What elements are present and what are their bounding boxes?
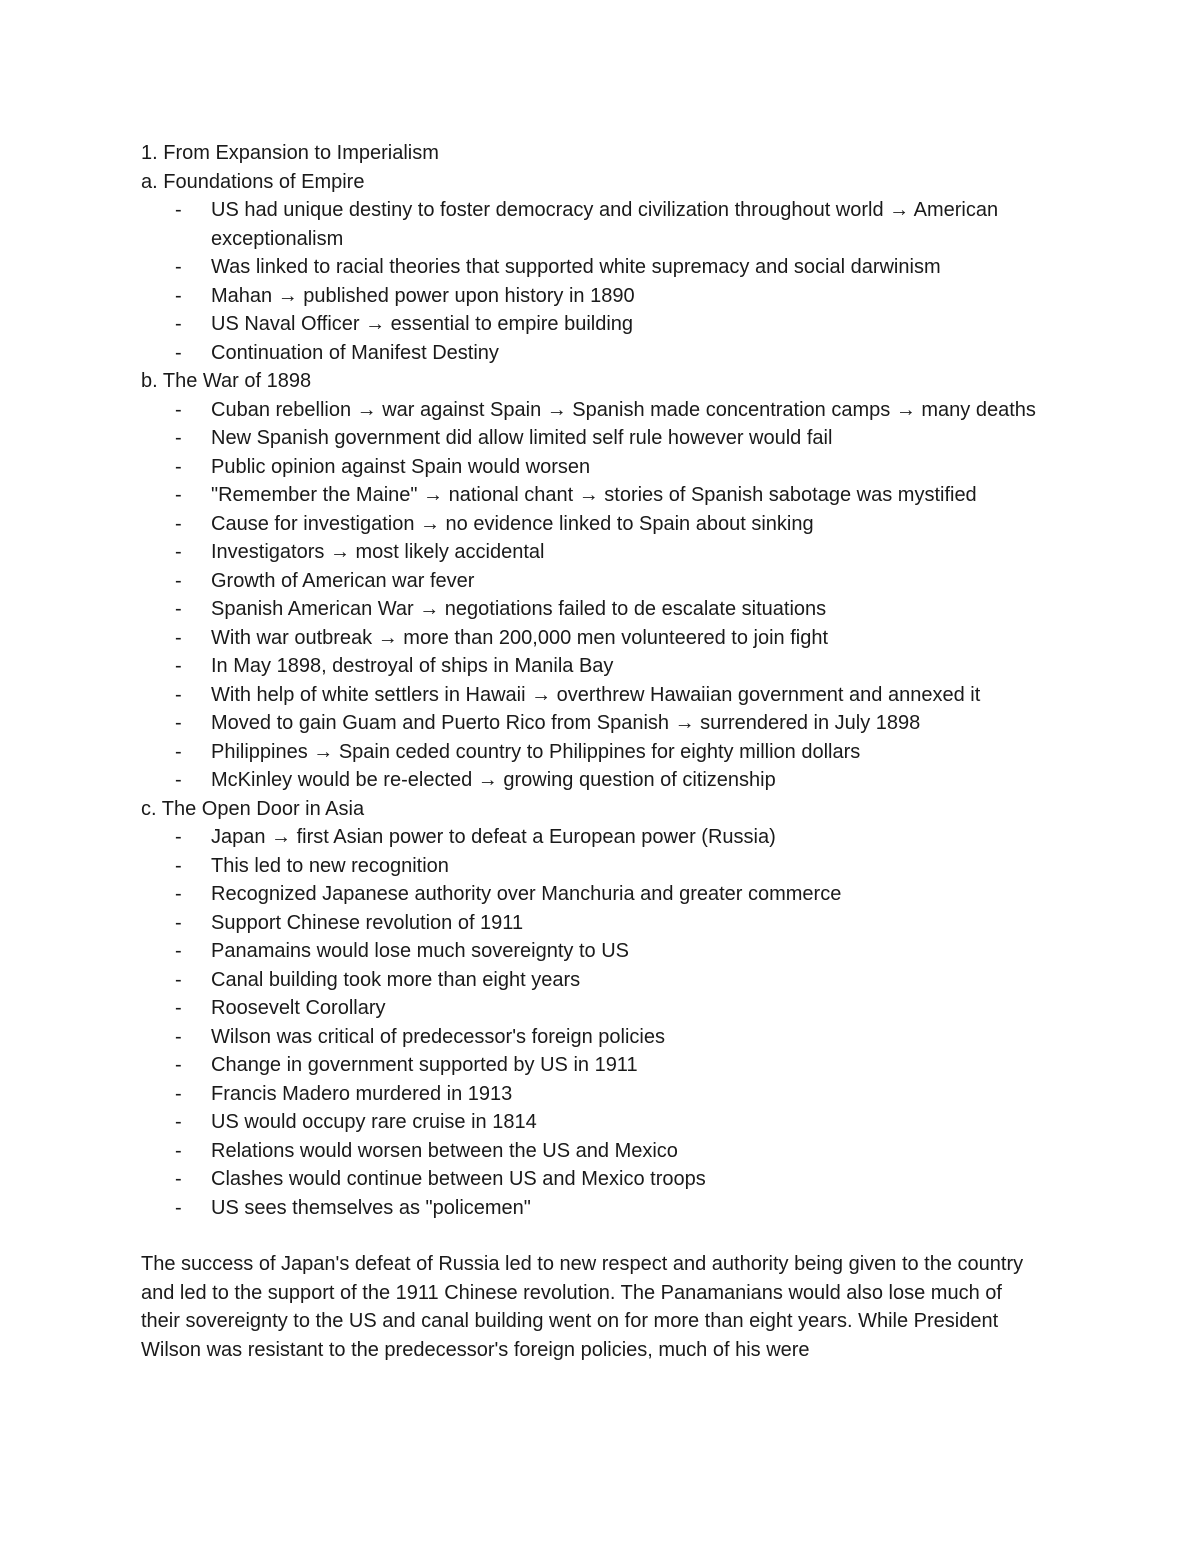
list-item-text: Spanish American War → negotiations failed to de escalate situations	[211, 598, 827, 620]
bullet-dash: -	[175, 1111, 182, 1133]
bullet-dash: -	[175, 883, 182, 905]
list-item	[175, 1051, 1061, 1080]
list-item-text: Canal building took more than eight years	[211, 968, 581, 991]
list-item-text: Panamains would lose much sovereignty to US	[211, 940, 629, 962]
list-item	[175, 852, 1061, 881]
list-item-text: Moved to gain Guam and Puerto Rico from Spanish → surrendered in July 1898	[211, 712, 921, 734]
list-item-text: Philippines → Spain ceded country to Philippines for eighty million dollars	[211, 740, 861, 763]
list-item	[175, 396, 1061, 425]
list-item-text: Continuation of Manifest Destiny	[211, 341, 499, 364]
list-item-text: McKinley would be re-elected → growing question of citizenship	[211, 769, 776, 791]
bullet-dash: -	[175, 1196, 182, 1219]
bullet-dash: -	[175, 1025, 182, 1048]
list-item-text: Mahan → published power upon history in 1890	[211, 284, 635, 307]
summary-paragraph: The success of Japan's defeat of Russia led to new respect and authority being given to the country and led to the support of the 1911 Chinese revolution. The Panamanians would also lose much of their sovereignty to the US and canal building went on for more than eight years. While President Wilson was resistant to the predecessor's foreign policies, much of his were	[141, 1253, 1024, 1361]
list-item-text: Growth of American war fever	[211, 569, 475, 592]
list-item	[175, 1194, 1061, 1223]
bullet-dash: -	[175, 1054, 182, 1076]
list-item-text: This led to new recognition	[211, 854, 449, 877]
list-item	[175, 937, 1061, 966]
list-item-text: Clashes would continue between US and Mexico troops	[211, 1168, 706, 1190]
bullet-dash: -	[175, 512, 182, 535]
section-foundations-of-empire	[141, 168, 1061, 368]
bullet-dash: -	[175, 1139, 182, 1162]
list-item-text: With war outbreak → more than 200,000 men volunteered to join fight	[211, 626, 829, 649]
list-item-text: US Naval Officer → essential to empire building	[211, 313, 634, 335]
bullet-dash: -	[175, 769, 182, 791]
list-item-text: Cause for investigation → no evidence linked to Spain about sinking	[211, 512, 814, 535]
bullet-dash: -	[175, 398, 182, 421]
list-item	[175, 966, 1061, 995]
list-item	[175, 253, 1061, 282]
list-item	[175, 738, 1061, 767]
list-item-text: Japan → first Asian power to defeat a European power (Russia)	[211, 826, 776, 848]
list-item	[175, 481, 1061, 510]
section-war-of-1898	[141, 367, 1061, 795]
bullet-dash: -	[175, 541, 182, 563]
list-item	[175, 567, 1061, 596]
bullet-dash: -	[175, 598, 182, 620]
bullet-dash: -	[175, 940, 182, 962]
list-item-text: US had unique destiny to foster democracy and civilization throughout world → American exceptionalism	[211, 199, 999, 250]
list-item-text: Wilson was critical of predecessor's foreign policies	[211, 1025, 665, 1048]
bullet-list	[141, 396, 1061, 795]
list-item-text: Recognized Japanese authority over Manchuria and greater commerce	[211, 883, 842, 905]
list-item-text: US would occupy rare cruise in 1814	[211, 1111, 537, 1133]
list-item	[175, 823, 1061, 852]
list-item	[175, 453, 1061, 482]
bullet-dash: -	[175, 968, 182, 991]
document-title: 1. From Expansion to Imperialism	[141, 142, 439, 164]
list-item-text: Francis Madero murdered in 1913	[211, 1082, 513, 1105]
list-item-text: Investigators → most likely accidental	[211, 541, 545, 563]
list-item-text: "Remember the Maine" → national chant → stories of Spanish sabotage was mystified	[211, 484, 977, 506]
list-item	[175, 538, 1061, 567]
document-content	[141, 139, 1061, 1364]
list-item	[175, 766, 1061, 795]
list-item-text: Change in government supported by US in 1911	[211, 1054, 638, 1076]
bullet-dash: -	[175, 455, 182, 478]
list-item	[175, 510, 1061, 539]
list-item-text: Relations would worsen between the US and Mexico	[211, 1139, 678, 1162]
list-item-text: US sees themselves as "policemen"	[211, 1196, 531, 1219]
list-item	[175, 339, 1061, 368]
list-item	[175, 310, 1061, 339]
bullet-dash: -	[175, 712, 182, 734]
list-item-text: New Spanish government did allow limited self rule however would fail	[211, 427, 833, 449]
bullet-dash: -	[175, 626, 182, 649]
section-heading: b. The War of 1898	[141, 370, 312, 392]
bullet-dash: -	[175, 484, 182, 506]
bullet-dash: -	[175, 911, 182, 934]
list-item	[175, 1137, 1061, 1166]
list-item-text: Roosevelt Corollary	[211, 997, 386, 1019]
list-item	[175, 994, 1061, 1023]
list-item	[175, 709, 1061, 738]
section-heading: c. The Open Door in Asia	[141, 797, 365, 820]
list-item-text: Cuban rebellion → war against Spain → Spanish made concentration camps → many deaths	[211, 398, 1036, 421]
bullet-list	[141, 196, 1061, 367]
bullet-dash: -	[175, 427, 182, 449]
section-open-door-in-asia	[141, 795, 1061, 1223]
list-item	[175, 282, 1061, 311]
list-item	[175, 1023, 1061, 1052]
bullet-list	[141, 823, 1061, 1222]
list-item	[175, 595, 1061, 624]
list-item	[175, 652, 1061, 681]
list-item	[175, 1108, 1061, 1137]
bullet-dash: -	[175, 341, 182, 364]
list-item	[175, 196, 1061, 253]
list-item	[175, 624, 1061, 653]
bullet-dash: -	[175, 826, 182, 848]
list-item-text: With help of white settlers in Hawaii → overthrew Hawaiian government and annexed it	[211, 683, 981, 706]
list-item	[175, 681, 1061, 710]
list-item-text: Public opinion against Spain would worsen	[211, 455, 591, 478]
list-item-text: In May 1898, destroyal of ships in Manila Bay	[211, 655, 614, 677]
bullet-dash: -	[175, 854, 182, 877]
list-item	[175, 1080, 1061, 1109]
list-item-text: Support Chinese revolution of 1911	[211, 911, 524, 934]
list-item	[175, 909, 1061, 938]
bullet-dash: -	[175, 199, 182, 221]
bullet-dash: -	[175, 1082, 182, 1105]
bullet-dash: -	[175, 569, 182, 592]
list-item-text: Was linked to racial theories that supported white supremacy and social darwinism	[211, 256, 941, 278]
bullet-dash: -	[175, 256, 182, 278]
bullet-dash: -	[175, 683, 182, 706]
bullet-dash: -	[175, 284, 182, 307]
section-heading: a. Foundations of Empire	[141, 170, 365, 193]
bullet-dash: -	[175, 313, 182, 335]
list-item	[175, 424, 1061, 453]
bullet-dash: -	[175, 740, 182, 763]
list-item	[175, 880, 1061, 909]
list-item	[175, 1165, 1061, 1194]
bullet-dash: -	[175, 1168, 182, 1190]
bullet-dash: -	[175, 655, 182, 677]
bullet-dash: -	[175, 997, 182, 1019]
